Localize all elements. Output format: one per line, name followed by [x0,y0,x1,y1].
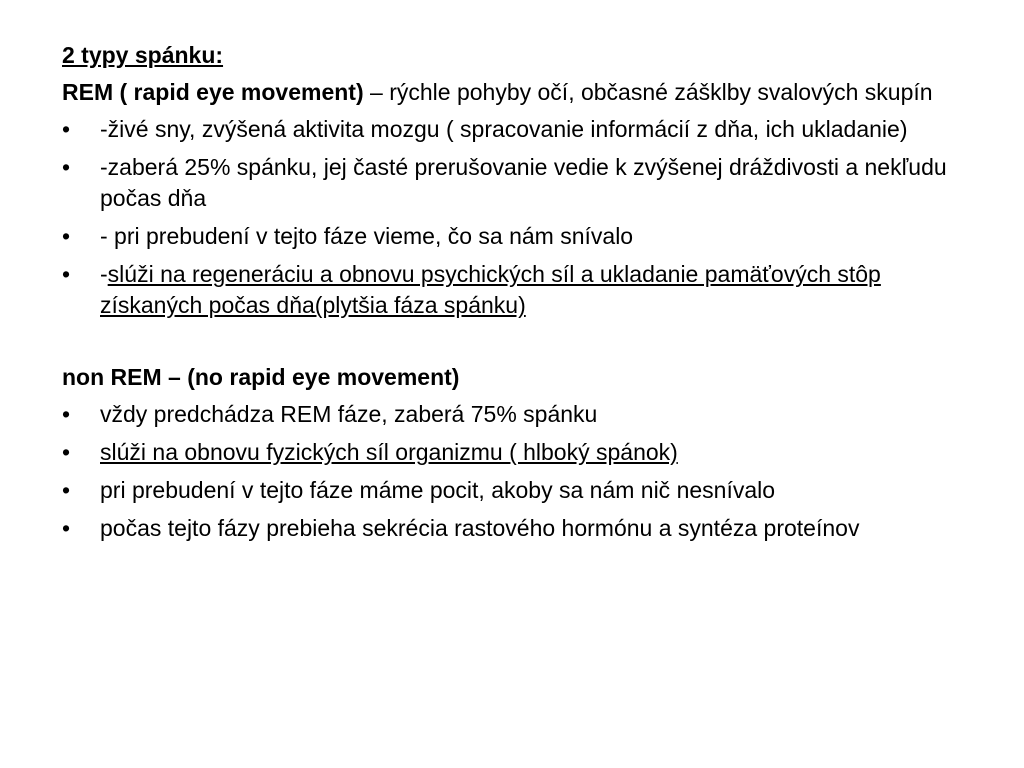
rem-term: REM ( rapid eye movement) [62,79,364,105]
bullet-icon: • [62,401,71,427]
bullet-text: -živé sny, zvýšená aktivita mozgu ( spracovanie informácií z dňa, ich ukladanie) [100,116,908,142]
rem-description: – rýchle pohyby očí, občasné zášklby svalových skupín [363,79,933,105]
nonrem-heading: non REM – (no rapid eye movement) [62,364,460,390]
bullet-text: -zaberá 25% spánku, jej časté prerušovanie vedie k zvýšenej dráždivosti a nekľudu počas dňa [100,154,947,211]
nonrem-bullet-list [62,399,962,544]
bullet-text: počas tejto fázy prebieha sekrécia rastového hormónu a syntéza proteínov [100,515,860,541]
bullet-icon: • [62,439,71,465]
bullet-text: slúži na regeneráciu a obnovu psychických síl a ukladanie pamäťových stôp získaných počas dňa(plytšia fáza spánku) [100,261,881,318]
list-item [62,437,962,468]
bullet-icon: • [62,477,71,503]
bullet-icon: • [62,116,71,142]
list-item [62,152,962,214]
bullet-text: pri prebudení v tejto fáze máme pocit, akoby sa nám nič nesnívalo [100,477,776,503]
slide-content [62,40,962,551]
list-item [62,513,962,544]
list-item [62,114,962,145]
bullet-icon: • [62,223,71,249]
list-item [62,259,962,321]
section-spacer [62,328,962,362]
bullet-prefix: - [100,261,108,287]
bullet-icon: • [62,261,71,287]
bullet-text: - pri prebudení v tejto fáze vieme, čo sa nám snívalo [100,223,634,249]
rem-bullet-list [62,114,962,321]
bullet-text: vždy predchádza REM fáze, zaberá 75% spánku [100,401,598,427]
bullet-icon: • [62,154,71,180]
list-item [62,221,962,252]
rem-definition [62,77,962,108]
bullet-text: slúži na obnovu fyzických síl organizmu ( hlboký spánok) [100,439,678,465]
list-item [62,399,962,430]
bullet-icon: • [62,515,71,541]
list-item [62,475,962,506]
slide-title: 2 typy spánku: [62,42,224,68]
